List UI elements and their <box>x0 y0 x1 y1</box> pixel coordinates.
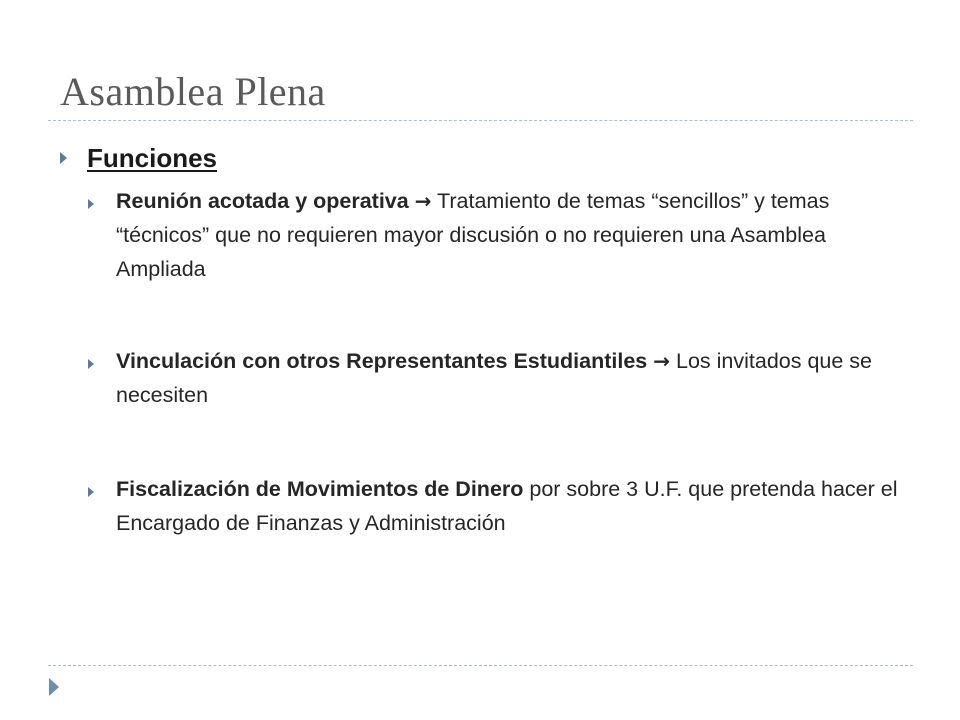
title-divider <box>48 120 913 121</box>
slide-title: Asamblea Plena <box>60 69 326 114</box>
section-heading: Funciones <box>87 142 218 173</box>
item-bold-text: Fiscalización de Movimientos de Dinero <box>116 477 524 501</box>
item-body-text: por sobre 3 U.F. que pretenda hacer el Encargado de Finanzas y Administración <box>116 477 898 535</box>
triangle-right-icon <box>88 199 94 209</box>
item-body-text: Tratamiento de temas “sencillos” y temas “técnicos” que no requieren mayor discusión o no requieren una Asamblea Ampliada <box>116 189 830 281</box>
item-bold-text: Vinculación con otros Representantes Estudiantiles <box>116 349 648 373</box>
triangle-right-icon <box>60 152 67 164</box>
right-arrow-icon: → <box>414 189 432 213</box>
item-text <box>116 344 908 412</box>
section-bullet <box>60 142 217 174</box>
right-arrow-icon: → <box>653 349 671 373</box>
item-text <box>116 184 908 286</box>
item-body-text: Los invitados que se necesiten <box>116 349 873 407</box>
item-text <box>116 472 908 540</box>
slide-nav-triangle-icon[interactable] <box>49 678 59 696</box>
list-item <box>88 350 908 412</box>
item-bold-text: Reunión acotada y operativa <box>116 189 409 213</box>
triangle-right-icon <box>88 359 94 369</box>
triangle-right-icon <box>88 487 94 497</box>
list-item <box>88 478 908 540</box>
list-item <box>88 190 908 286</box>
footer-divider <box>48 665 913 666</box>
